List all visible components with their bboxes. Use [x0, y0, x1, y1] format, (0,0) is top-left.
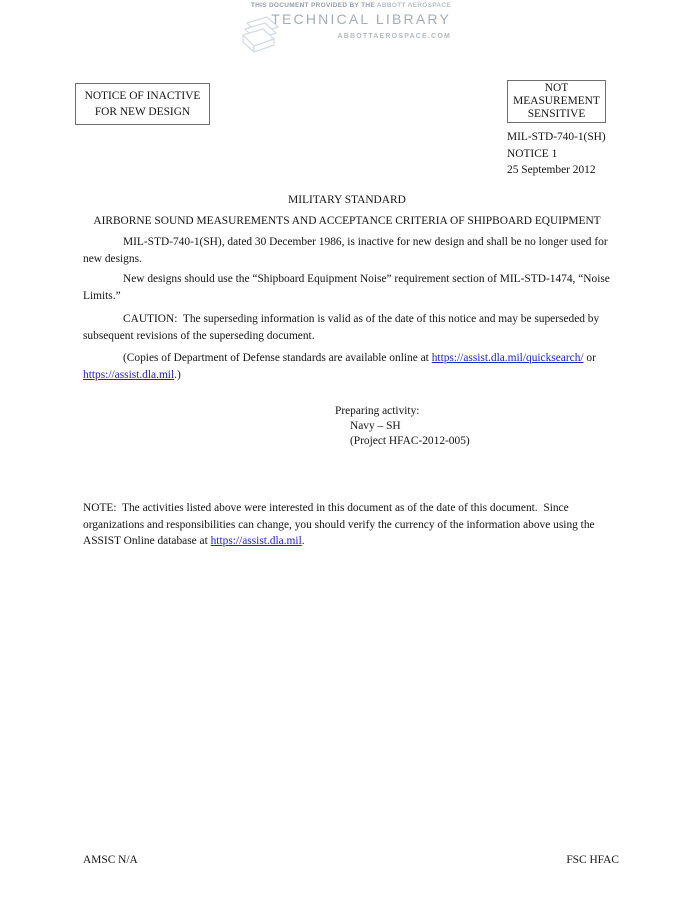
- doc-date: 25 September 2012: [507, 164, 596, 177]
- note-paragraph: [83, 500, 611, 550]
- inactive-box-line1: NOTICE OF INACTIVE: [84, 90, 201, 102]
- abbott-banner: [236, 2, 451, 41]
- notice-number: NOTICE 1: [507, 147, 558, 160]
- sensitive-box-line2: MEASUREMENT: [513, 94, 600, 107]
- document-id-block: [507, 80, 622, 179]
- document-title: AIRBORNE SOUND MEASUREMENTS AND ACCEPTANCE CRITERIA OF SHIPBOARD EQUIPMENT: [93, 215, 601, 227]
- para-copies-mid: or: [583, 352, 599, 364]
- banner-brand-text: ABBOTT AEROSPACE: [376, 2, 451, 9]
- preparing-activity-name: Navy – SH: [350, 420, 401, 432]
- note-text: NOTE: The activities listed above were interested in this document as of the date of this document. Since organizations and responsibilities can change, you should verify the currency of the information above using the ASSIST Online database at: [83, 502, 597, 547]
- para-inactive-statement: MIL-STD-740-1(SH), dated 30 December 1986, is inactive for new design and shall be no longer used for new designs.: [83, 236, 611, 265]
- para-copies-suffix: .): [174, 368, 181, 381]
- preparing-activity-project: (Project HFAC-2012-005): [350, 435, 470, 447]
- standard-heading: MILITARY STANDARD: [288, 194, 406, 206]
- para-caution: CAUTION: The superseding information is valid as of the date of this notice and may be superseded by subsequent revisions of the superseding document.: [83, 313, 603, 342]
- assist-link[interactable]: https://assist.dla.mil: [83, 368, 175, 381]
- note-suffix: .: [301, 535, 305, 547]
- doc-id: MIL-STD-740-1(SH): [507, 131, 606, 144]
- sensitive-box-line3: SENSITIVE: [527, 107, 586, 120]
- para-copies-prefix: (Copies of Department of Defense standards are available online at: [123, 352, 432, 364]
- preparing-activity-block: [335, 404, 611, 449]
- assist-link-note[interactable]: https://assist.dla.mil: [210, 535, 302, 547]
- para-new-designs: New designs should use the “Shipboard Equipment Noise” requirement section of MIL-STD-1474, “Noise Limits.”: [83, 273, 613, 302]
- sensitive-box-line1: NOT: [544, 82, 569, 94]
- doc-identifiers: [507, 129, 622, 178]
- banner-site-text: ABBOTTAEROSPACE.COM: [337, 33, 451, 40]
- fsc-code: FSC HFAC: [566, 854, 619, 866]
- footer: [83, 852, 619, 869]
- inactive-box-line2: FOR NEW DESIGN: [94, 106, 191, 118]
- inactive-design-box: [75, 83, 210, 125]
- para-copies-availability: [83, 350, 611, 383]
- banner-provided-text: THIS DOCUMENT PROVIDED BY THE: [250, 2, 375, 9]
- banner-title: TECHNICAL LIBRARY: [271, 11, 451, 27]
- not-measurement-sensitive-box: [507, 80, 606, 123]
- banner-provided-line: [236, 2, 451, 10]
- quicksearch-link[interactable]: https://assist.dla.mil/quicksearch/: [431, 352, 584, 364]
- amsc-number: AMSC N/A: [83, 854, 138, 866]
- document-body: [83, 192, 611, 561]
- preparing-activity-label: Preparing activity:: [335, 405, 420, 417]
